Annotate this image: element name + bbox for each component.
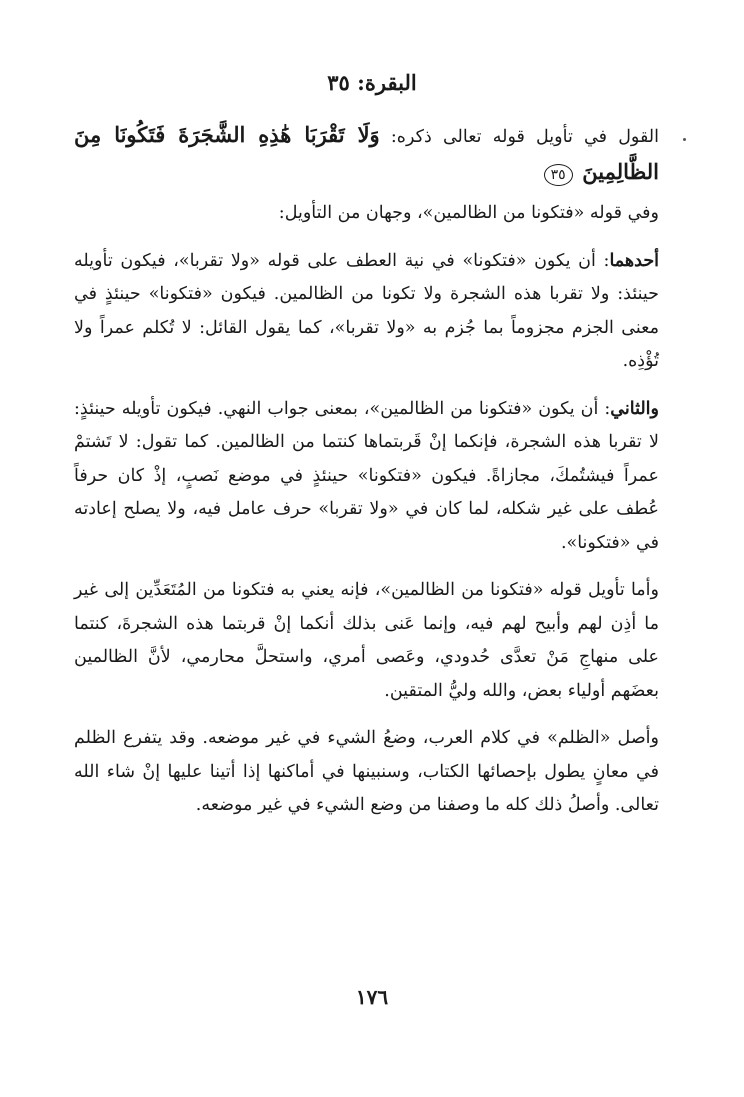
paragraph-first-meaning [74, 245, 659, 379]
page-number-text: ١٧٦ [355, 985, 389, 1009]
paragraph-text: وأصل «الظلم» في كلام العرب، وضعُ الشيء في غير موضعه. وقد يتفرع الظلم في معانٍ يطول بإحصائها الكتاب، وسنبينها في أماكنها إذا أتينا عليها إنْ شاء الله تعالى. وأصلُ ذلك كله ما وصفنا من وضع الشيء في غير موضعه. [74, 728, 659, 815]
quran-verse: وَلَا تَقْرَبَا هَٰذِهِ الشَّجَرَةَ فَتَكُونَا مِنَ الظَّالِمِينَ [74, 122, 659, 184]
intro-prefix: القول في تأويل قوله تعالى ذكره: [379, 127, 659, 147]
paragraph-two-meanings [74, 197, 659, 231]
paragraph-text: : أن يكون «فتكونا» في نية العطف على قوله «ولا تقربا»، فيكون تأويله حينئذ: ولا تقربا هذه الشجرة ولا تكونا من الظالمين. فيكون «فتكونا» حينئذٍ في معنى الجزم مجزوماً بما جُزم به «ولا تقربا»، كما يقول القائل: لا تُكلم عمراً ولا تُؤْذِه. [74, 250, 659, 371]
paragraph-lead: أحدهما [609, 250, 659, 271]
page-number [0, 985, 744, 1009]
paragraph-text: : أن يكون «فتكونا من الظالمين»، بمعنى جواب النهي. فيكون تأويله حينئذٍ: لا تقربا هذه الشجرة، فإنكما إنْ قَربتماها كنتما من الظالمين. كما تقول: لا تَشتمْ عمراً فيشتُمكَ، مجازاةً. فيكون «فتكونا» حينئذٍ في موضع نَصبٍ، إذْ كان حرفاً عُطف على غير شكله، لما كان في «ولا تقربا» حرف عامل فيه، ولا يصلح إعادته في «فتكونا». [74, 398, 659, 553]
paragraph-interpretation [74, 574, 659, 708]
paragraph-lead: والثاني [610, 398, 659, 419]
verse-end-marker: ٣٥ [544, 164, 573, 186]
paragraph-second-meaning [74, 393, 659, 561]
intro-paragraph [74, 118, 659, 191]
print-speck [683, 138, 686, 141]
paragraph-text: وأما تأويل قوله «فتكونا من الظالمين»، فإنه يعني به فتكونا من المُتَعَدِّين إلى غير ما أذِن لهم وأبيح لهم فيه، وإنما عَنى بذلك أنكما إنْ قربتما هذه الشجرةَ، كنتما على منهاجِ مَنْ تعدَّى حُدودي، وعَصى أمري، واستحلَّ محارمي، لأنَّ الظالمين بعضَهم أولياء بعض، والله وليُّ المتقين. [74, 580, 659, 701]
paragraph-zulm-definition [74, 722, 659, 823]
paragraph-text: وفي قوله «فتكونا من الظالمين»، وجهان من التأويل: [278, 203, 659, 223]
main-text [74, 118, 659, 837]
page-header [0, 70, 744, 95]
surah-verse-title: البقرة: ٣٥ [327, 70, 417, 95]
